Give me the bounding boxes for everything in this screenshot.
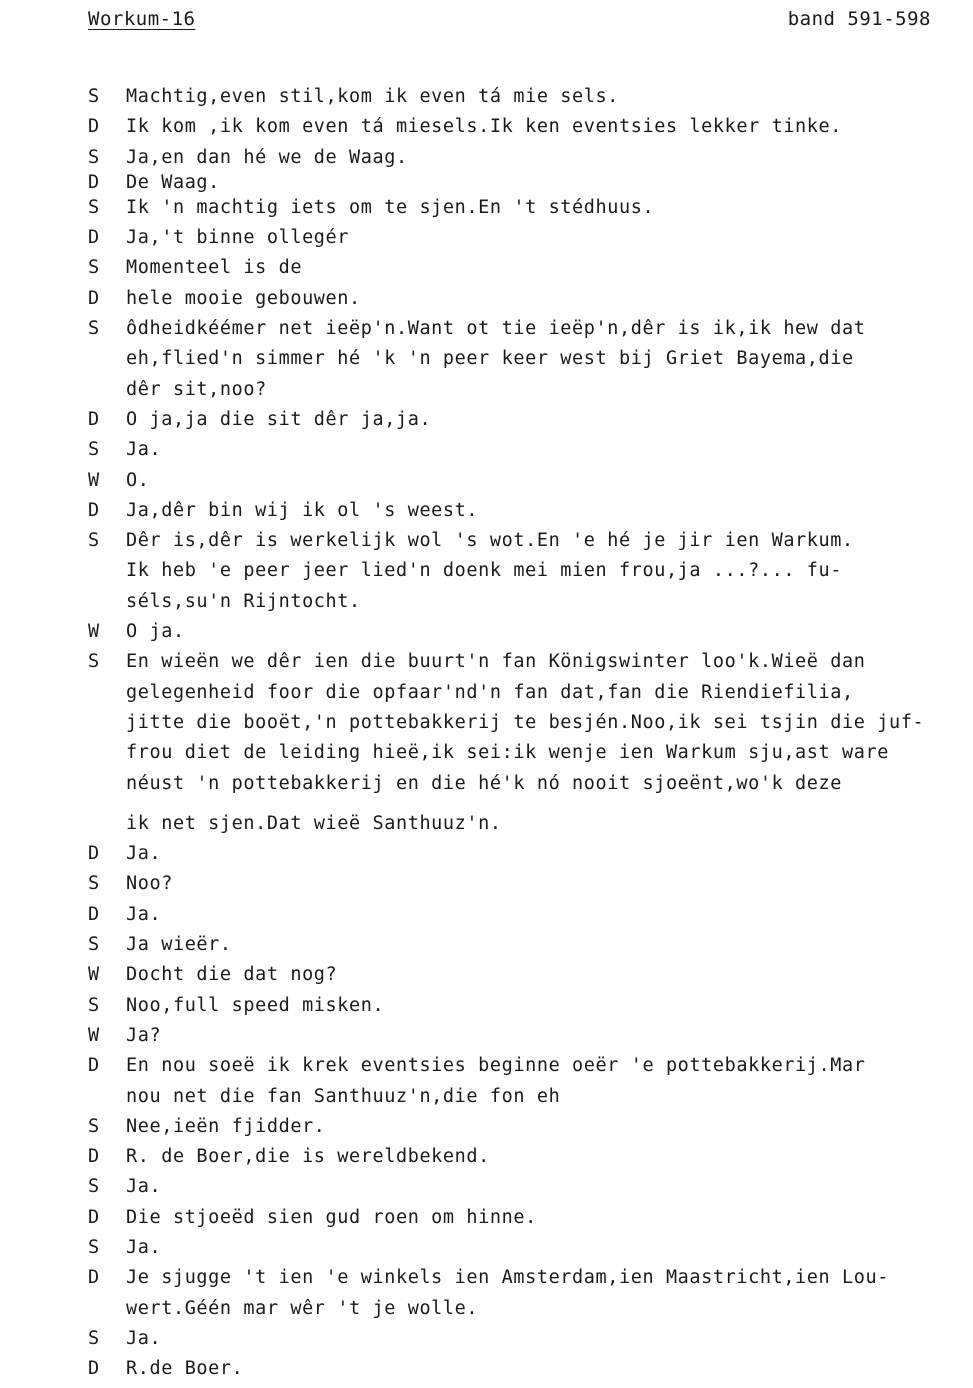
speaker-label: D — [88, 116, 100, 138]
speaker-label: W — [88, 621, 100, 643]
speaker-label: D — [88, 1358, 100, 1380]
utterance-text: Docht die dat nog? — [126, 964, 338, 986]
transcript-turn — [88, 284, 958, 314]
transcript-turn — [88, 82, 958, 112]
transcript-turn — [88, 466, 958, 496]
transcript-turn — [88, 405, 958, 435]
transcript-turn — [88, 960, 958, 990]
utterance-text: En nou soeë ik krek eventsies beginne oeër 'e pottebakkerij.Mar nou net die fan Santhuuz'n,die fon eh — [126, 1055, 866, 1107]
speaker-label: D — [88, 1206, 100, 1228]
transcript-turn — [88, 1354, 958, 1384]
transcript-turn — [88, 1233, 958, 1263]
transcript-turn — [88, 112, 958, 142]
transcript-turn — [88, 435, 958, 465]
transcript-turn — [88, 809, 958, 839]
utterance-text: Ja? — [126, 1024, 162, 1046]
speaker-label: S — [88, 439, 100, 461]
speaker-label: S — [88, 196, 100, 218]
speaker-label: S — [88, 257, 100, 279]
utterance-text: Ja wieër. — [126, 934, 232, 956]
utterance-text: Ik 'n machtig iets om te sjen.En 't stédhuus. — [126, 196, 655, 218]
transcript-turn — [88, 314, 958, 405]
speaker-label: S — [88, 86, 100, 107]
speaker-label: S — [88, 1176, 100, 1198]
utterance-text: R.de Boer. — [126, 1358, 244, 1380]
utterance-text: Ja. — [126, 843, 162, 865]
utterance-text: ik net sjen.Dat wieë Santhuuz'n. — [126, 812, 502, 834]
speaker-label: D — [88, 408, 100, 430]
speaker-label: D — [88, 1146, 100, 1168]
utterance-text: O ja,ja die sit dêr ja,ja. — [126, 408, 432, 430]
utterance-text: En wieën we dêr ien die buurt'n fan Königswinter loo'k.Wieë dan gelegenheid foor die opfaar'nd'n fan dat,fan die Riendiefilia, jitte die booët,'n pottebakkerij te besjén.Noo,ik sei tsjin die juf- frou diet de leiding hieë,ik sei:ik wenje ien Warkum sju,ast ware néust 'n pottebakkerij en die hé'k nó nooit sjoeënt,wo'k deze — [126, 651, 925, 794]
transcript-turn — [88, 223, 958, 253]
utterance-text: Ja. — [126, 1327, 162, 1349]
speaker-label: D — [88, 1055, 100, 1077]
utterance-text: Ik kom ,ik kom even tá miesels.Ik ken eventsies lekker tinke. — [126, 116, 843, 138]
transcript — [88, 82, 958, 1384]
transcript-turn — [88, 900, 958, 930]
document-title: Workum-16 — [88, 8, 196, 30]
speaker-label: D — [88, 843, 100, 865]
speaker-label: S — [88, 1115, 100, 1137]
transcript-turn — [88, 496, 958, 526]
transcript-turn — [88, 1021, 958, 1051]
transcript-turn — [88, 1172, 958, 1202]
speaker-label: S — [88, 1327, 100, 1349]
utterance-text: Nee,ieën fjidder. — [126, 1115, 326, 1137]
utterance-text: Ja. — [126, 1176, 162, 1198]
transcript-turn — [88, 839, 958, 869]
speaker-label: D — [88, 903, 100, 925]
utterance-text: O. — [126, 469, 150, 491]
speaker-label: S — [88, 530, 100, 552]
speaker-label: W — [88, 1024, 100, 1046]
utterance-text: Ja. — [126, 903, 162, 925]
utterance-text: Noo? — [126, 873, 173, 895]
utterance-text: Die stjoeëd sien gud roen om hinne. — [126, 1206, 537, 1228]
transcript-turn — [88, 930, 958, 960]
utterance-text: Dêr is,dêr is werkelijk wol 's wot.En 'e hé je jir ien Warkum. Ik heb 'e peer jeer lied'n doenk mei mien frou,ja ...?... fu- séls,su'n Rijntocht. — [126, 530, 854, 612]
speaker-label: S — [88, 994, 100, 1016]
transcript-turn — [88, 193, 958, 223]
speaker-label: D — [88, 287, 100, 309]
utterance-text: Machtig,even stil,kom ik even tá mie sels. — [126, 86, 619, 107]
utterance-text: Ja. — [126, 1236, 162, 1258]
utterance-text: O ja. — [126, 621, 185, 643]
speaker-label: S — [88, 873, 100, 895]
utterance-text: Je sjugge 't ien 'e winkels ien Amsterdam,ien Maastricht,ien Lou- wert.Géén mar wêr 't je wolle. — [126, 1267, 889, 1319]
speaker-label: D — [88, 1267, 100, 1289]
utterance-text: Noo,full speed misken. — [126, 994, 385, 1016]
transcript-turn — [88, 869, 958, 899]
tape-reference: band 591-598 — [787, 8, 931, 30]
speaker-label: S — [88, 318, 100, 340]
utterance-text: Ja,en dan hé we de Waag. — [126, 146, 408, 168]
speaker-label: D — [88, 227, 100, 249]
transcript-turn — [88, 526, 958, 617]
speaker-label: S — [88, 146, 100, 168]
transcript-turn — [88, 143, 958, 173]
speaker-label: S — [88, 651, 100, 673]
transcript-turn — [88, 1112, 958, 1142]
utterance-text: Ja. — [126, 439, 162, 461]
transcript-turn — [88, 1051, 958, 1112]
utterance-text: De Waag. — [126, 171, 220, 193]
transcript-turn — [88, 253, 958, 283]
transcript-turn — [88, 1203, 958, 1233]
utterance-text: Ja,dêr bin wij ik ol 's weest. — [126, 499, 479, 521]
speaker-label: W — [88, 964, 100, 986]
transcript-turn — [88, 1324, 958, 1354]
transcript-turn — [88, 991, 958, 1021]
speaker-label: W — [88, 469, 100, 491]
utterance-text: ôdheidkéémer net ieëp'n.Want ot tie ieëp'n,dêr is ik,ik hew dat eh,flied'n simmer hé 'k 'n peer keer west bij Griet Bayema,die dêr sit,noo? — [126, 318, 866, 400]
transcript-turn — [88, 1142, 958, 1172]
transcript-turn — [88, 647, 958, 798]
transcript-turn — [88, 173, 958, 193]
transcript-turn — [88, 1263, 958, 1324]
speaker-label: S — [88, 934, 100, 956]
transcript-turn — [88, 617, 958, 647]
speaker-label: D — [88, 171, 100, 193]
utterance-text: R. de Boer,die is wereldbekend. — [126, 1146, 490, 1168]
speaker-label: S — [88, 1236, 100, 1258]
utterance-text: hele mooie gebouwen. — [126, 287, 361, 309]
speaker-label: D — [88, 499, 100, 521]
utterance-text: Momenteel is de — [126, 257, 303, 279]
utterance-text: Ja,'t binne ollegér — [126, 227, 350, 249]
